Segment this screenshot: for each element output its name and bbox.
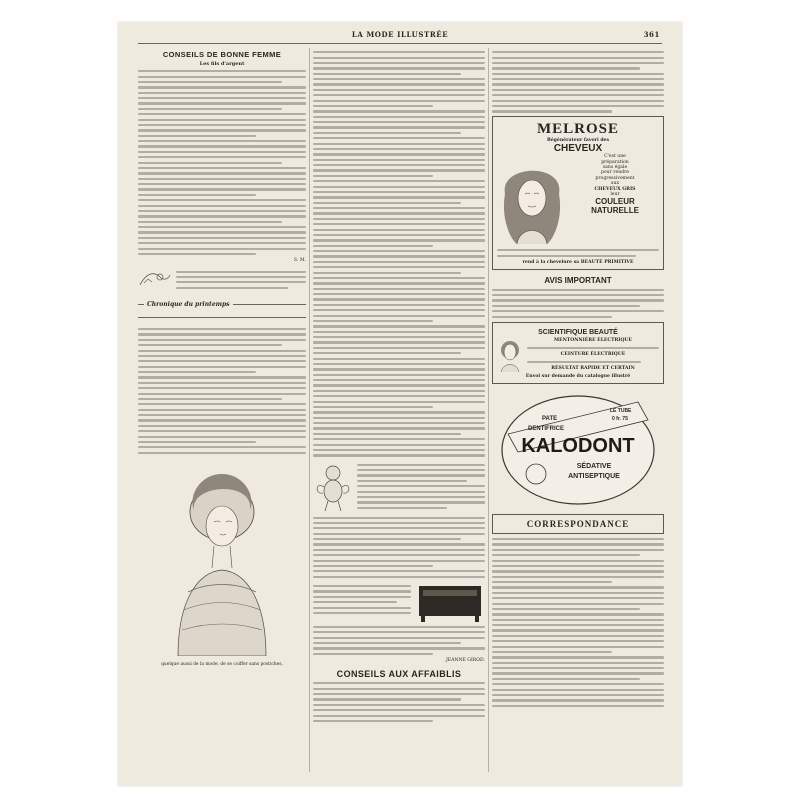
melrose-line: progressivement xyxy=(595,175,635,181)
melrose-product: CHEVEUX xyxy=(553,143,603,155)
column-left xyxy=(138,48,306,772)
middle-body-top xyxy=(313,51,485,456)
melrose-footer: rend à la chevelure sa BEAUTÉ PRIMITIVE xyxy=(522,260,634,266)
kalodont-brand: KALODONT xyxy=(521,435,635,458)
scientifique-line: MENTONNIÈRE ÉLECTRIQUE xyxy=(554,338,632,344)
cherub-block xyxy=(313,461,485,513)
avis-body xyxy=(492,289,664,318)
right-body-top xyxy=(492,51,664,112)
magazine-page xyxy=(118,22,682,786)
correspondance-body xyxy=(492,538,664,707)
sidebar-vignette xyxy=(138,267,306,292)
scientifique-line: CEINTURE ÉLECTRIQUE xyxy=(560,351,626,357)
kalodont-dentifrice: DENTIFRICE xyxy=(528,426,564,433)
melrose-line: aux xyxy=(610,181,620,187)
melrose-line: NATURELLE xyxy=(591,206,639,216)
middle-body-mid xyxy=(313,517,485,578)
woman-portrait-illustration xyxy=(138,460,306,656)
page-number: 361 xyxy=(643,30,660,39)
article-signature: S. M. xyxy=(293,258,306,264)
correspondance-title: CORRESPONDANCE xyxy=(492,514,664,534)
kalodont-tube: LE TUBE xyxy=(610,408,632,415)
header-rule xyxy=(138,43,662,44)
piano-illustration xyxy=(415,582,485,622)
chronique-heading-ornament xyxy=(138,298,306,324)
article-body xyxy=(138,70,306,255)
journal-title: LA MODE ILLUSTRÉE xyxy=(351,30,449,39)
melrose-woman-illustration xyxy=(497,154,567,246)
scientifique-title: SCIENTIFIQUE BEAUTÉ xyxy=(538,328,618,336)
melrose-line: COULEUR xyxy=(595,197,635,207)
piano-block xyxy=(313,582,485,622)
melrose-line: sans égale xyxy=(602,164,628,170)
chronique-body xyxy=(138,328,306,454)
kalodont-claim: SÉDATIVE xyxy=(576,463,612,471)
page-header xyxy=(140,30,660,42)
affaiblis-title: CONSEILS AUX AFFAIBLIS xyxy=(336,669,462,680)
column-divider xyxy=(309,48,310,772)
cherub-illustration xyxy=(313,461,353,513)
melrose-line: C'est une xyxy=(604,154,626,160)
scientifique-woman-illustration xyxy=(497,338,523,372)
melrose-line: préparation xyxy=(601,159,629,165)
article-title: CONSEILS DE BONNE FEMME xyxy=(162,50,282,59)
article-subtitle: Les fils d'argent xyxy=(199,61,245,67)
portrait-caption: quelque aussi de la mode, de se coiffer sans postiches, xyxy=(161,661,283,667)
portrait-engraving xyxy=(138,460,306,667)
author-signature: JEANNE GIROD. xyxy=(445,658,485,664)
column-right xyxy=(492,48,664,772)
melrose-tagline: Régénérateur favori des xyxy=(546,137,610,143)
scientifique-advertisement xyxy=(492,322,664,384)
middle-body-bottom xyxy=(313,626,485,655)
melrose-line: leur xyxy=(610,191,620,197)
chronique-title: Chronique du printemps xyxy=(144,301,233,308)
kalodont-pate: PATE xyxy=(542,416,558,423)
melrose-line: CHEVEUX GRIS xyxy=(594,186,636,192)
column-divider xyxy=(488,48,489,772)
scientifique-footer: Envoi sur demande du catalogue illustré xyxy=(525,373,631,379)
scientifique-line: RÉSULTAT RAPIDE ET CERTAIN xyxy=(551,365,635,371)
kalodont-price: 0 fr. 75 xyxy=(612,416,628,423)
melrose-brand: MELROSE xyxy=(536,120,619,137)
vignette-illustration xyxy=(138,267,172,289)
avis-important-title: AVIS IMPORTANT xyxy=(544,276,612,286)
affaiblis-body xyxy=(313,682,485,722)
column-middle xyxy=(313,48,485,772)
melrose-line: pour rendre xyxy=(600,170,630,176)
kalodont-advertisement xyxy=(498,390,658,508)
kalodont-claim: ANTISEPTIQUE xyxy=(568,473,620,481)
melrose-advertisement xyxy=(492,116,664,271)
